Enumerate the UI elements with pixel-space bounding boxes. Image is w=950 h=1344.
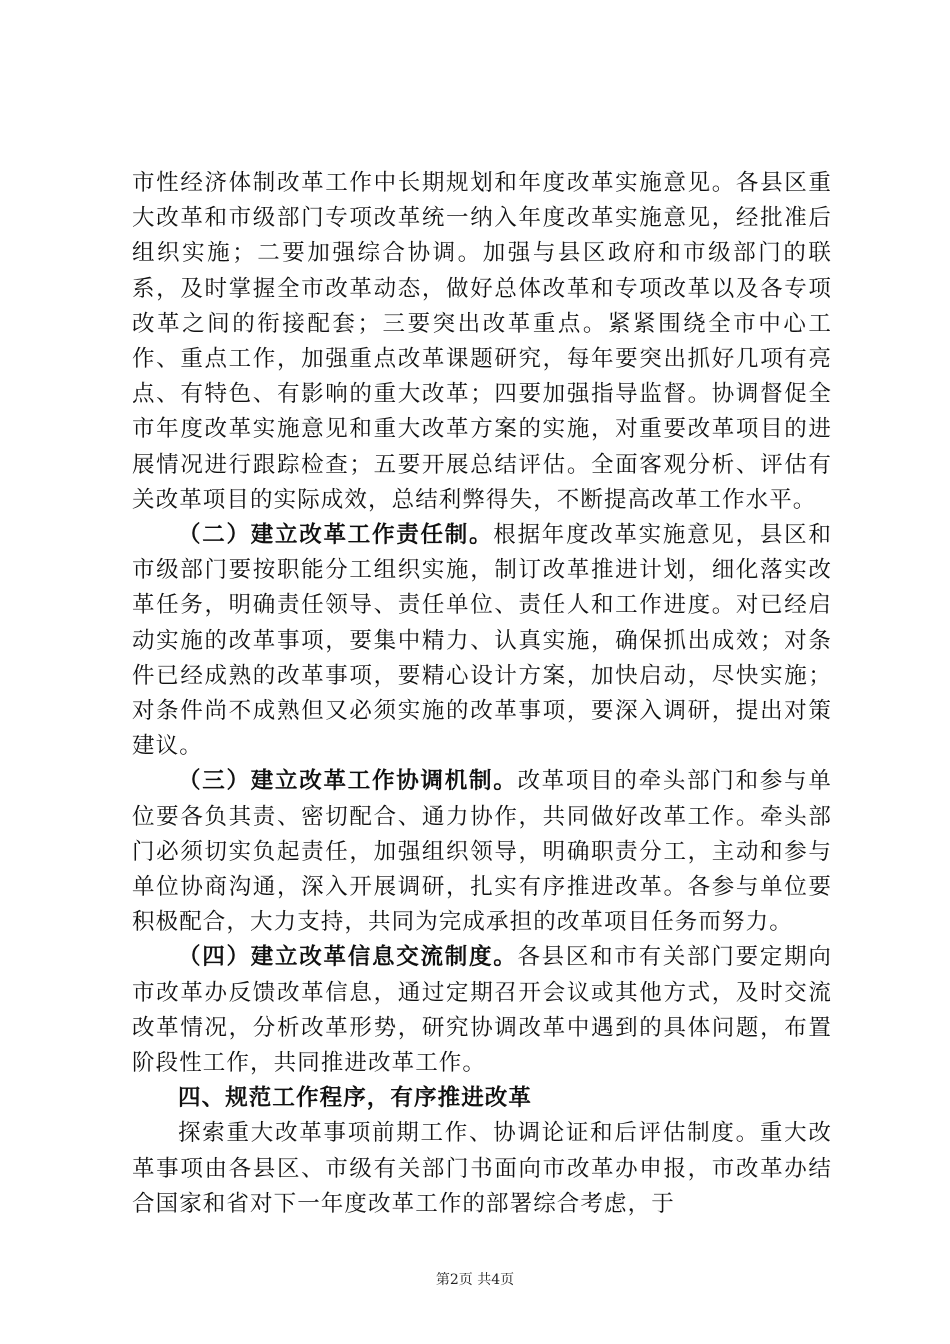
paragraph-4-lead: （四）建立改革信息交流制度。 <box>178 944 518 971</box>
paragraph-5 <box>132 1116 832 1222</box>
paragraph-3-text: 改革项目的牵头部门和参与单位要各负其责、密切配合、通力协作，共同做好改革工作。牵头部门必须切实负起责任，加强组织领导，明确职责分工，主动和参与单位协商沟通，深入开展调研，扎实有序推进改革。各参与单位要积极配合，大力支持，共同为完成承担的改革项目任务而努力。 <box>132 768 832 936</box>
paragraph-1-text: 市性经济体制改革工作中长期规划和年度改革实施意见。各县区重大改革和市级部门专项改革统一纳入年度改革实施意见，经批准后组织实施；二要加强综合协调。加强与县区政府和市级部门的联系，及时掌握全市改革动态，做好总体改革和专项改革以及各专项改革之间的衔接配套；三要突出改革重点。紧紧围绕全市中心工作、重点工作，加强重点改革课题研究，每年要突出抓好几项有亮点、有特色、有影响的重大改革；四要加强指导监督。协调督促全市年度改革实施意见和重大改革方案的实施，对重要改革项目的进展情况进行跟踪检查；五要开展总结评估。全面客观分析、评估有关改革项目的实际成效，总结利弊得失，不断提高改革工作水平。 <box>132 170 832 513</box>
paragraph-2-text: 根据年度改革实施意见，县区和市级部门要按职能分工组织实施，制订改革推进计划，细化落实改革任务，明确责任领导、责任单位、责任人和工作进度。对已经启动实施的改革事项，要集中精力、认真实施，确保抓出成效；对条件已经成熟的改革事项，要精心设计方案，加快启动，尽快实施；对条件尚不成熟但又必须实施的改革事项，要深入调研，提出对策建议。 <box>132 522 832 760</box>
paragraph-3-lead: （三）建立改革工作协调机制。 <box>178 768 518 795</box>
paragraph-2 <box>132 518 832 764</box>
paragraph-4 <box>132 940 832 1081</box>
paragraph-2-lead: （二）建立改革工作责任制。 <box>178 522 494 549</box>
paragraph-5-text: 探索重大改革事项前期工作、协调论证和后评估制度。重大改革事项由各县区、市级有关部门书面向市改革办申报，市改革办结合国家和省对下一年度改革工作的部署综合考虑，于 <box>132 1120 832 1217</box>
paragraph-3 <box>132 764 832 940</box>
page-number-label: 第2页 共4页 <box>435 1272 515 1288</box>
section-heading: 四、规范工作程序，有序推进改革 <box>178 1085 533 1112</box>
paragraph-1 <box>132 166 832 518</box>
document-body <box>132 166 832 1222</box>
paragraph-4-text: 各县区和市有关部门要定期向市改革办反馈改革信息，通过定期召开会议或其他方式，及时交流改革情况，分析改革形势，研究协调改革中遇到的具体问题，布置阶段性工作，共同推进改革工作。 <box>132 944 832 1077</box>
page-footer <box>0 1269 950 1289</box>
